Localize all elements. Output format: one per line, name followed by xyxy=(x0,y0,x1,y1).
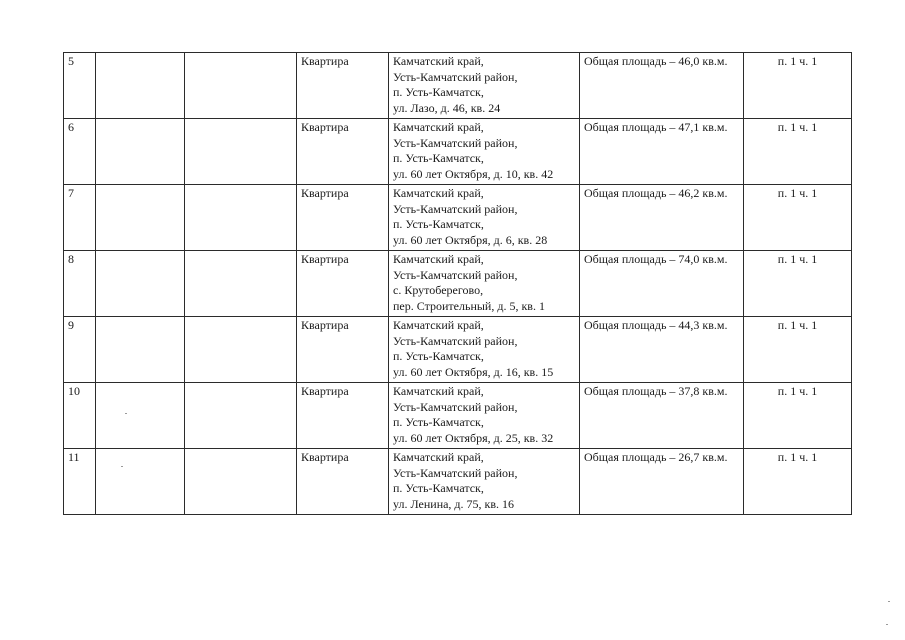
address-line: Камчатский край, xyxy=(393,120,484,134)
address-line: ул. 60 лет Октября, д. 6, кв. 28 xyxy=(393,232,548,247)
object-area: Общая площадь – 26,7 кв.м. xyxy=(580,449,744,515)
address-line: Усть-Камчатский район, xyxy=(393,399,518,414)
object-address xyxy=(389,251,580,317)
legal-basis: п. 1 ч. 1 xyxy=(744,449,852,515)
row-number: 11 xyxy=(64,449,96,515)
object-address xyxy=(389,449,580,515)
object-address xyxy=(389,53,580,119)
address-line: Камчатский край, xyxy=(393,186,484,200)
scan-artifact xyxy=(125,413,127,414)
row-number: 7 xyxy=(64,185,96,251)
legal-basis: п. 1 ч. 1 xyxy=(744,53,852,119)
property-table xyxy=(63,52,852,515)
scan-artifact xyxy=(121,466,123,467)
scan-artifact xyxy=(888,601,890,602)
scan-artifact xyxy=(886,624,888,625)
address-line: Усть-Камчатский район, xyxy=(393,333,518,348)
empty-cell xyxy=(96,449,185,515)
object-area: Общая площадь – 47,1 кв.м. xyxy=(580,119,744,185)
address-line: Усть-Камчатский район, xyxy=(393,465,518,480)
address-line: ул. 60 лет Октября, д. 25, кв. 32 xyxy=(393,430,554,445)
empty-cell xyxy=(96,53,185,119)
object-type: Квартира xyxy=(297,53,389,119)
empty-cell xyxy=(185,449,297,515)
object-type: Квартира xyxy=(297,449,389,515)
address-line: Камчатский край, xyxy=(393,450,484,464)
address-line: п. Усть-Камчатск, xyxy=(393,151,484,165)
empty-cell xyxy=(185,251,297,317)
address-line: ул. 60 лет Октября, д. 16, кв. 15 xyxy=(393,364,554,379)
table-row xyxy=(64,251,852,317)
table-row xyxy=(64,449,852,515)
row-number: 9 xyxy=(64,317,96,383)
legal-basis: п. 1 ч. 1 xyxy=(744,251,852,317)
table-row xyxy=(64,185,852,251)
address-line: Камчатский край, xyxy=(393,54,484,68)
address-line: п. Усть-Камчатск, xyxy=(393,415,484,429)
empty-cell xyxy=(96,185,185,251)
object-type: Квартира xyxy=(297,185,389,251)
object-area: Общая площадь – 46,2 кв.м. xyxy=(580,185,744,251)
table-row xyxy=(64,317,852,383)
empty-cell xyxy=(185,317,297,383)
object-type: Квартира xyxy=(297,383,389,449)
empty-cell xyxy=(96,383,185,449)
object-address xyxy=(389,119,580,185)
row-number: 5 xyxy=(64,53,96,119)
address-line: п. Усть-Камчатск, xyxy=(393,217,484,231)
address-line: Камчатский край, xyxy=(393,318,484,332)
address-line: пер. Строительный, д. 5, кв. 1 xyxy=(393,298,545,313)
object-type: Квартира xyxy=(297,119,389,185)
address-line: ул. 60 лет Октября, д. 10, кв. 42 xyxy=(393,166,554,181)
row-number: 10 xyxy=(64,383,96,449)
empty-cell xyxy=(185,383,297,449)
legal-basis: п. 1 ч. 1 xyxy=(744,119,852,185)
address-line: Усть-Камчатский район, xyxy=(393,201,518,216)
address-line: Усть-Камчатский район, xyxy=(393,267,518,282)
address-line: Усть-Камчатский район, xyxy=(393,69,518,84)
table-row xyxy=(64,383,852,449)
empty-cell xyxy=(185,119,297,185)
legal-basis: п. 1 ч. 1 xyxy=(744,185,852,251)
row-number: 8 xyxy=(64,251,96,317)
address-line: Камчатский край, xyxy=(393,252,484,266)
object-address xyxy=(389,383,580,449)
table-row xyxy=(64,53,852,119)
empty-cell xyxy=(185,185,297,251)
address-line: Камчатский край, xyxy=(393,384,484,398)
address-line: п. Усть-Камчатск, xyxy=(393,349,484,363)
table-body xyxy=(64,53,852,515)
address-line: с. Крутоберегово, xyxy=(393,283,484,297)
address-line: п. Усть-Камчатск, xyxy=(393,481,484,495)
object-type: Квартира xyxy=(297,317,389,383)
table-row xyxy=(64,119,852,185)
empty-cell xyxy=(96,317,185,383)
row-number: 6 xyxy=(64,119,96,185)
object-address xyxy=(389,317,580,383)
address-line: Усть-Камчатский район, xyxy=(393,135,518,150)
empty-cell xyxy=(185,53,297,119)
object-area: Общая площадь – 74,0 кв.м. xyxy=(580,251,744,317)
legal-basis: п. 1 ч. 1 xyxy=(744,317,852,383)
object-address xyxy=(389,185,580,251)
legal-basis: п. 1 ч. 1 xyxy=(744,383,852,449)
address-line: ул. Ленина, д. 75, кв. 16 xyxy=(393,496,515,511)
object-area: Общая площадь – 46,0 кв.м. xyxy=(580,53,744,119)
empty-cell xyxy=(96,119,185,185)
object-area: Общая площадь – 44,3 кв.м. xyxy=(580,317,744,383)
object-type: Квартира xyxy=(297,251,389,317)
empty-cell xyxy=(96,251,185,317)
address-line: ул. Лазо, д. 46, кв. 24 xyxy=(393,100,501,115)
object-area: Общая площадь – 37,8 кв.м. xyxy=(580,383,744,449)
address-line: п. Усть-Камчатск, xyxy=(393,85,484,99)
